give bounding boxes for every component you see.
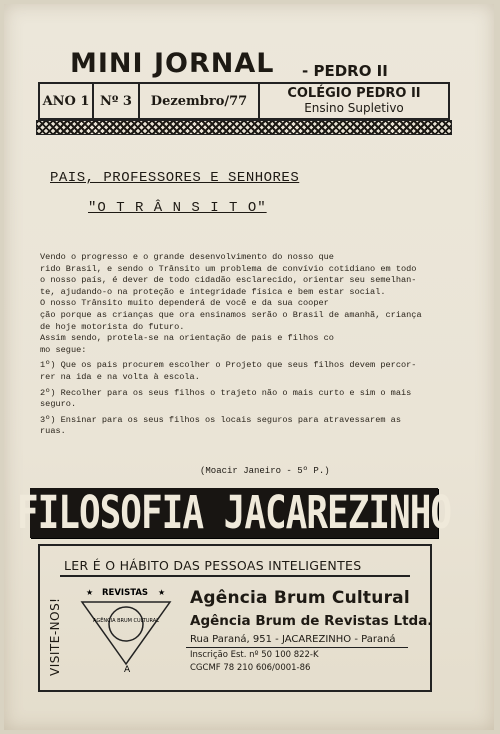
article-line: rer na ida e na volta à escola. [40,372,200,382]
logo-circle-icon [109,607,143,641]
filosofia-banner [16,487,452,539]
banner-text: FILOSOFIA JACAREZINHO [16,487,452,539]
article-signature: (Moacir Janeiro - 5º P.) [200,466,330,476]
article-line: 3º) Ensinar para os seus filhos os locais seguros para atravessarem as [40,414,401,425]
issue-year: ANO 1 [40,84,94,118]
logo-triangle-icon [82,602,170,664]
agency-logo [78,584,174,672]
ad-heading-rule [60,575,410,577]
issue-info-box [38,82,450,120]
school-info [260,84,448,118]
article-line: Assim sendo, protela-se na orientação de pais e filhos co [40,333,334,344]
article-line: 1º) Que os pais procurem escolher o Projeto que seus filhos devem percor- [40,360,417,371]
logo-bottom-text: A [124,665,131,672]
visite-nos-label: VISITE-NOS! [48,597,62,676]
newsletter-page [4,4,494,730]
logo-center-text: AGÊNCIA BRUM CULTURAL [93,618,159,624]
agency-cgc: CGCMF 78 210 606/0001-86 [190,663,311,673]
agency-state-registration: Inscrição Est. nº 50 100 822-K [190,650,319,660]
masthead-subtitle: - PEDRO II [302,62,388,80]
agency-name: Agência Brum Cultural [190,588,410,608]
article-heading: PAIS, PROFESSORES E SENHORES [50,170,300,186]
article-line: te, ajudando-o na proteção e integridade física e bem estar social. [40,286,386,297]
article-title: "O T R Â N S I T O" [88,200,267,216]
decorative-border-band [36,120,452,135]
article-line: ruas. [40,426,66,437]
ad-heading: LER É O HÁBITO DAS PESSOAS INTELIGENTES [64,558,362,573]
school-name: COLÉGIO PEDRO II [287,86,421,101]
agency-address: Rua Paraná, 951 - JACAREZINHO - Paraná [190,634,396,645]
logo-star-left-icon: ★ [86,588,94,597]
masthead-title: MINI JORNAL [70,48,275,79]
article-line: mo segue: [40,344,87,355]
article-line: ção porque as crianças que ora ensinamos serão o Brasil de amanhã, criança [40,310,422,320]
address-rule [186,647,408,648]
issue-number: Nº 3 [94,84,140,118]
article-line: o nosso país, é dever de todo cidadão esclarecido, orientar seu semelhan- [40,275,417,286]
article-line: seguro. [40,399,77,410]
issue-date: Dezembro/77 [140,84,260,118]
agency-legal-name: Agência Brum de Revistas Ltda. [190,613,433,629]
article-line: de hoje motorista do futuro. [40,321,185,332]
logo-star-right-icon: ★ [158,588,166,597]
course-name: Ensino Supletivo [304,101,404,115]
article-line: rido Brasil, e sendo o Trânsito um problema de convívio cotidiano em todo [40,263,417,274]
article-line: Vendo o progresso e o grande desenvolvimento do nosso que [40,252,334,262]
article-line: O nosso Trânsito muito dependerá de você e da sua cooper [40,298,329,309]
article-line: 2º) Recolher para os seus filhos o trajeto não o mais curto e sim o mais [40,387,412,398]
logo-top-text: REVISTAS [102,588,149,598]
